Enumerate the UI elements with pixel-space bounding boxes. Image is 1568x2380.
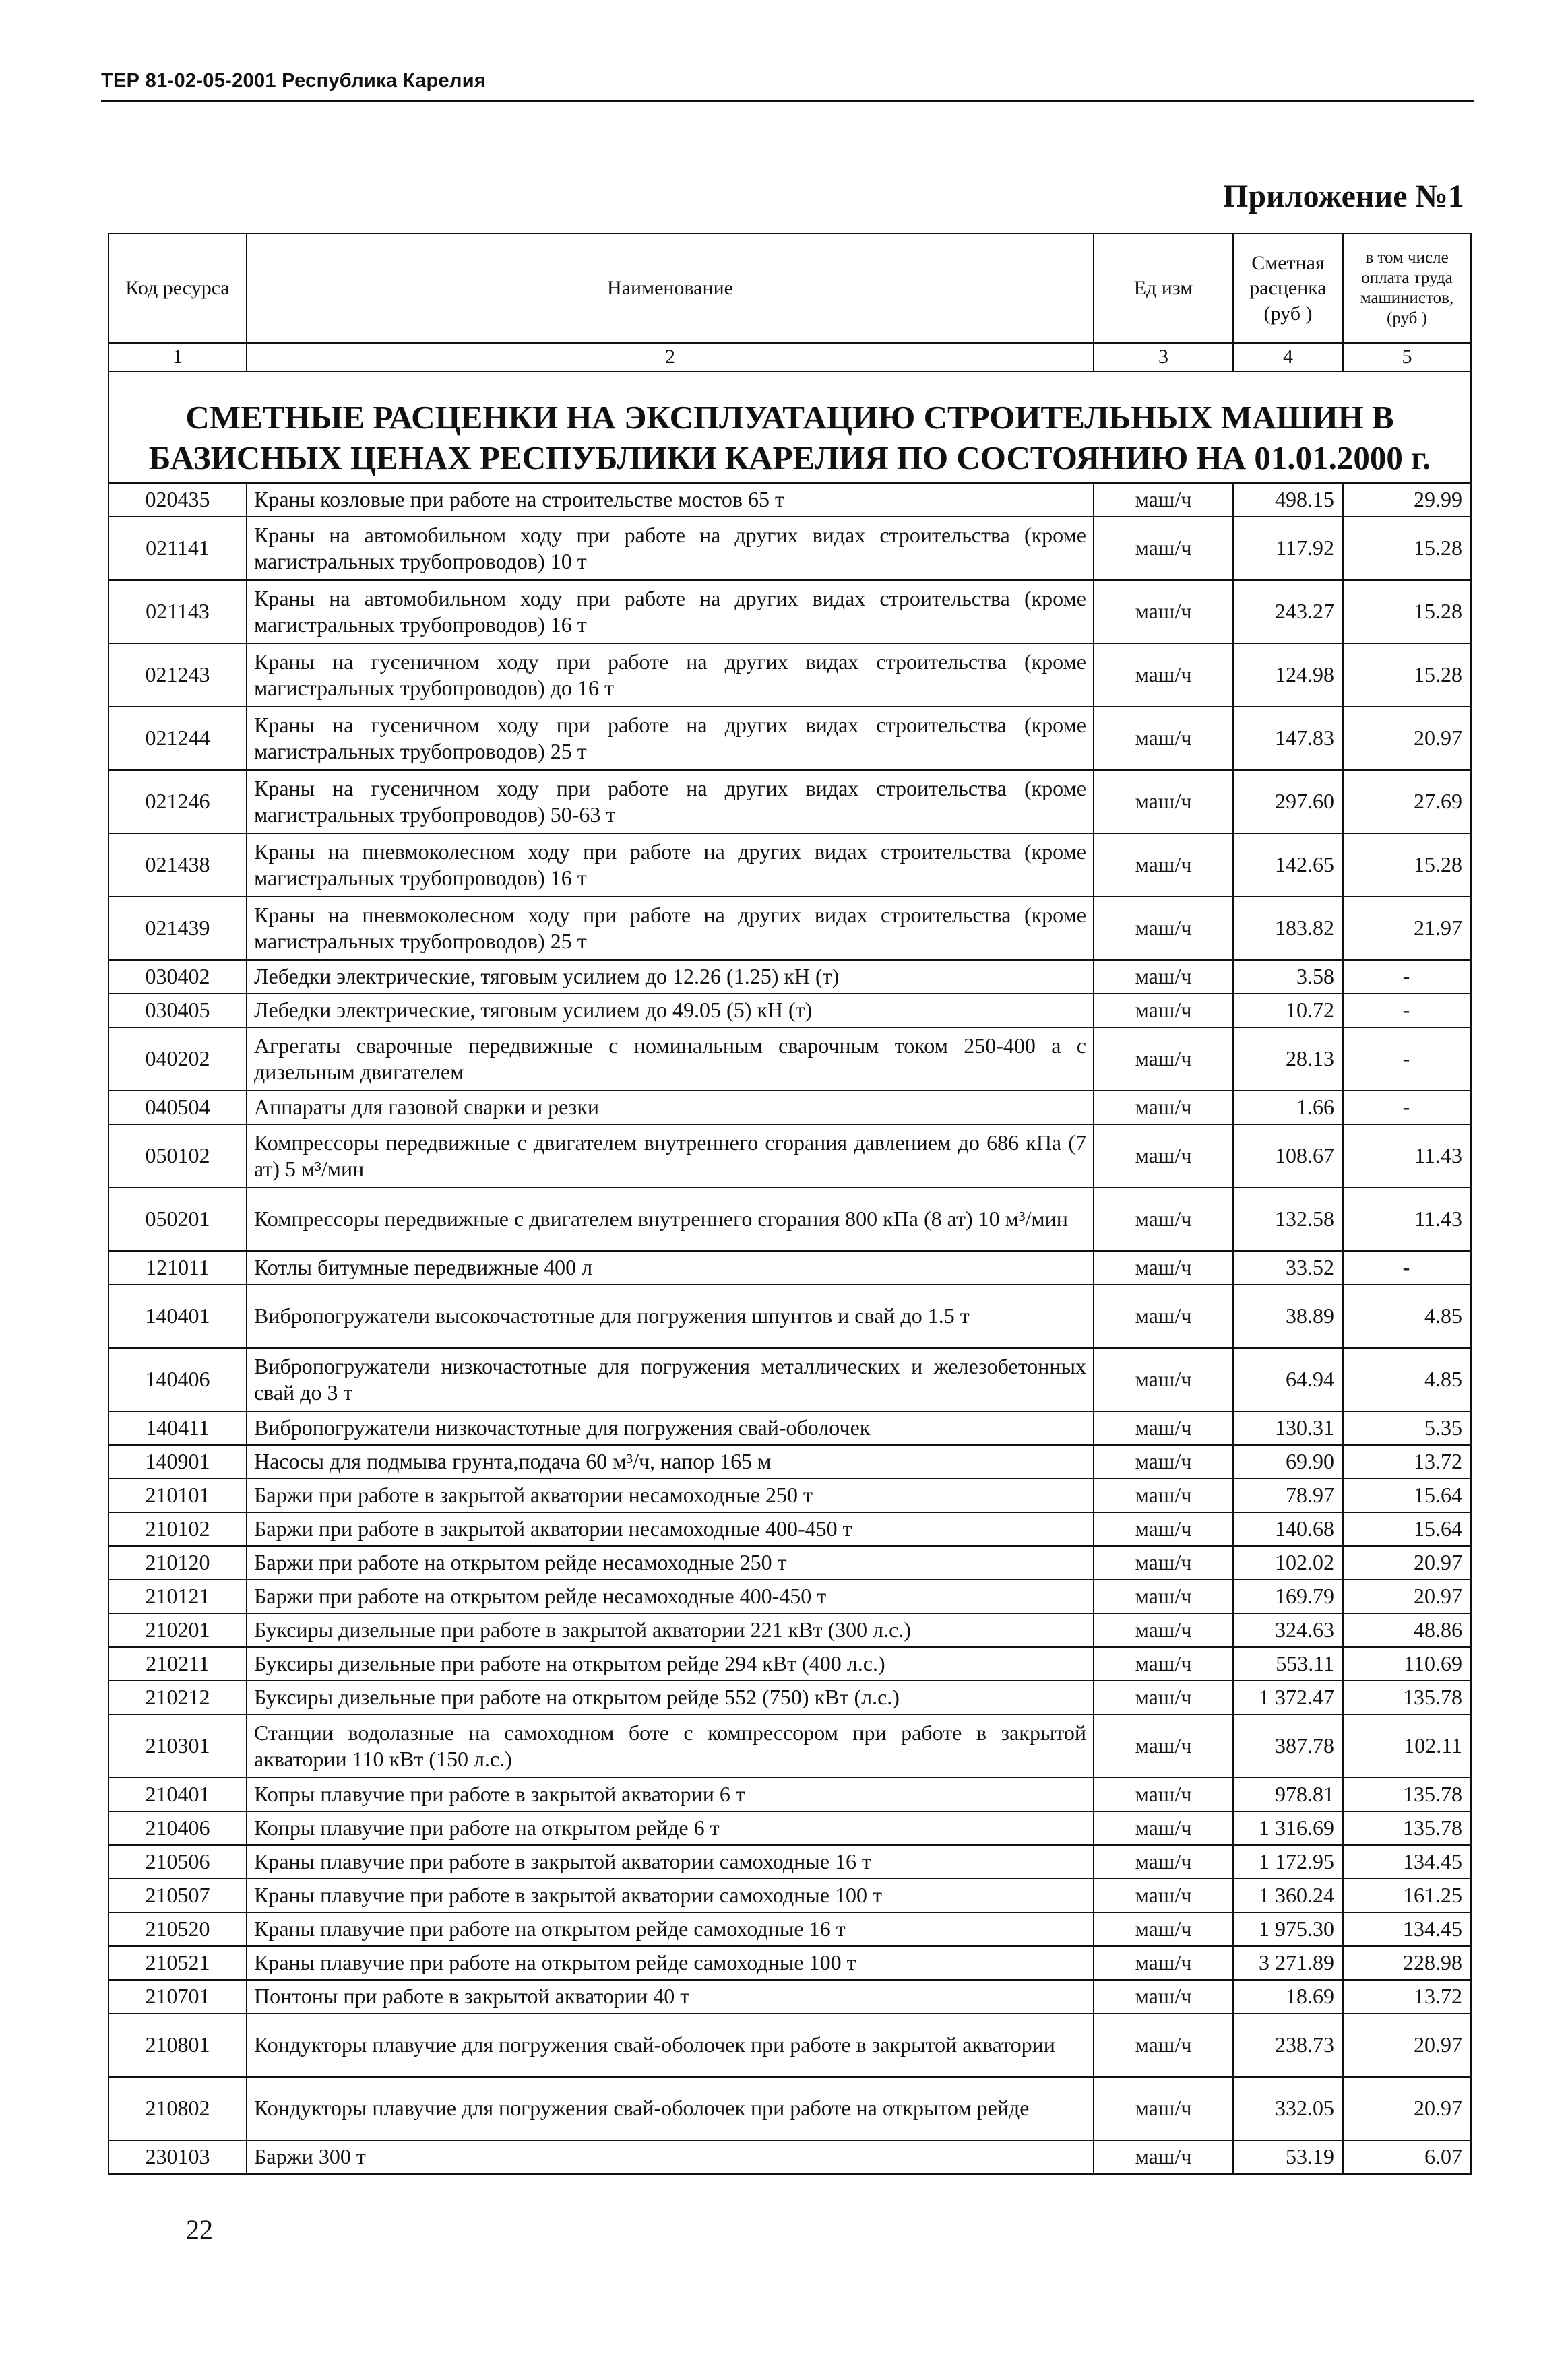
- table-row: [108, 1647, 1471, 1681]
- estimated-rate: 1 360.24: [1233, 1879, 1343, 1912]
- table-row: [108, 2077, 1471, 2140]
- col-header-price: Сметная расценка (руб ): [1233, 234, 1343, 343]
- operator-labor-cost: 21.97: [1343, 897, 1471, 960]
- table-row: [108, 1188, 1471, 1251]
- unit-of-measure: маш/ч: [1094, 2140, 1233, 2174]
- estimated-rate: 10.72: [1233, 994, 1343, 1027]
- table-row: [108, 1580, 1471, 1613]
- table-row: [108, 1778, 1471, 1811]
- operator-labor-cost: 20.97: [1343, 2077, 1471, 2140]
- estimated-rate: 297.60: [1233, 770, 1343, 833]
- resource-code: 210301: [108, 1714, 247, 1778]
- resource-code: 210507: [108, 1879, 247, 1912]
- resource-code: 210520: [108, 1912, 247, 1946]
- operator-labor-cost: 15.28: [1343, 833, 1471, 897]
- col-header-name: Наименование: [247, 234, 1094, 343]
- resource-name: Кондукторы плавучие для погружения свай-оболочек при работе в закрытой акватории: [247, 2014, 1094, 2077]
- resource-name: Краны на автомобильном ходу при работе на других видах строительства (кроме магистральных трубопроводов) 10 т: [247, 517, 1094, 580]
- resource-code: 210406: [108, 1811, 247, 1845]
- resource-name: Буксиры дизельные при работе в закрытой акватории 221 кВт (300 л.с.): [247, 1613, 1094, 1647]
- operator-labor-cost: 15.28: [1343, 643, 1471, 707]
- operator-labor-cost: 15.64: [1343, 1479, 1471, 1512]
- operator-labor-cost: -: [1343, 1091, 1471, 1124]
- estimated-rate: 33.52: [1233, 1251, 1343, 1285]
- table-row: [108, 1251, 1471, 1285]
- estimated-rate: 1 316.69: [1233, 1811, 1343, 1845]
- table-row: [108, 580, 1471, 643]
- resource-name: Вибропогружатели высокочастотные для погружения шпунтов и свай до 1.5 т: [247, 1285, 1094, 1348]
- estimated-rate: 64.94: [1233, 1348, 1343, 1411]
- unit-of-measure: маш/ч: [1094, 1546, 1233, 1580]
- resource-name: Буксиры дизельные при работе на открытом рейде 552 (750) кВт (л.с.): [247, 1681, 1094, 1714]
- resource-name: Краны на гусеничном ходу при работе на других видах строительства (кроме магистральных трубопроводов) до 16 т: [247, 643, 1094, 707]
- resource-name: Краны плавучие при работе в закрытой акватории самоходные 16 т: [247, 1845, 1094, 1879]
- resource-name: Насосы для подмыва грунта,подача 60 м³/ч, напор 165 м: [247, 1445, 1094, 1479]
- unit-of-measure: маш/ч: [1094, 1348, 1233, 1411]
- col-number-5: 5: [1343, 343, 1471, 371]
- operator-labor-cost: 228.98: [1343, 1946, 1471, 1980]
- resource-code: 210802: [108, 2077, 247, 2140]
- estimated-rate: 147.83: [1233, 707, 1343, 770]
- resource-code: 040202: [108, 1027, 247, 1091]
- unit-of-measure: маш/ч: [1094, 770, 1233, 833]
- resource-name: Лебедки электрические, тяговым усилием до 12.26 (1.25) кН (т): [247, 960, 1094, 994]
- unit-of-measure: маш/ч: [1094, 483, 1233, 517]
- operator-labor-cost: -: [1343, 1251, 1471, 1285]
- resource-code: 021141: [108, 517, 247, 580]
- unit-of-measure: маш/ч: [1094, 994, 1233, 1027]
- unit-of-measure: маш/ч: [1094, 1714, 1233, 1778]
- table-row: [108, 2140, 1471, 2174]
- resource-code: 020435: [108, 483, 247, 517]
- resource-name: Копры плавучие при работе в закрытой акватории 6 т: [247, 1778, 1094, 1811]
- table-row: [108, 1714, 1471, 1778]
- estimated-rate: 1.66: [1233, 1091, 1343, 1124]
- unit-of-measure: маш/ч: [1094, 1613, 1233, 1647]
- resource-code: 210211: [108, 1647, 247, 1681]
- operator-labor-cost: 6.07: [1343, 2140, 1471, 2174]
- appendix-label: Приложение №1: [1223, 179, 1464, 214]
- operator-labor-cost: 135.78: [1343, 1811, 1471, 1845]
- resource-name: Краны на автомобильном ходу при работе на других видах строительства (кроме магистральных трубопроводов) 16 т: [247, 580, 1094, 643]
- operator-labor-cost: 110.69: [1343, 1647, 1471, 1681]
- table-row: [108, 1946, 1471, 1980]
- resource-code: 210102: [108, 1512, 247, 1546]
- operator-labor-cost: -: [1343, 994, 1471, 1027]
- estimated-rate: 38.89: [1233, 1285, 1343, 1348]
- unit-of-measure: маш/ч: [1094, 1124, 1233, 1188]
- resource-code: 040504: [108, 1091, 247, 1124]
- operator-labor-cost: 15.28: [1343, 580, 1471, 643]
- resource-name: Краны плавучие при работе в закрытой акватории самоходные 100 т: [247, 1879, 1094, 1912]
- estimated-rate: 140.68: [1233, 1512, 1343, 1546]
- estimated-rate: 117.92: [1233, 517, 1343, 580]
- resource-name: Котлы битумные передвижные 400 л: [247, 1251, 1094, 1285]
- estimated-rate: 387.78: [1233, 1714, 1343, 1778]
- estimated-rate: 108.67: [1233, 1124, 1343, 1188]
- operator-labor-cost: 20.97: [1343, 1580, 1471, 1613]
- table-row: [108, 483, 1471, 517]
- table-row: [108, 1546, 1471, 1580]
- resource-name: Компрессоры передвижные с двигателем внутреннего сгорания 800 кПа (8 ат) 10 м³/мин: [247, 1188, 1094, 1251]
- resource-name: Компрессоры передвижные с двигателем внутреннего сгорания давлением до 686 кПа (7 ат) 5 м³/мин: [247, 1124, 1094, 1188]
- resource-code: 021244: [108, 707, 247, 770]
- unit-of-measure: маш/ч: [1094, 1980, 1233, 2014]
- table-row: [108, 1479, 1471, 1512]
- unit-of-measure: маш/ч: [1094, 1580, 1233, 1613]
- unit-of-measure: маш/ч: [1094, 1879, 1233, 1912]
- unit-of-measure: маш/ч: [1094, 2077, 1233, 2140]
- resource-name: Краны плавучие при работе на открытом рейде самоходные 16 т: [247, 1912, 1094, 1946]
- resource-code: 021439: [108, 897, 247, 960]
- operator-labor-cost: 102.11: [1343, 1714, 1471, 1778]
- estimated-rate: 553.11: [1233, 1647, 1343, 1681]
- operator-labor-cost: 134.45: [1343, 1845, 1471, 1879]
- resource-name: Аппараты для газовой сварки и резки: [247, 1091, 1094, 1124]
- resource-name: Понтоны при работе в закрытой акватории 40 т: [247, 1980, 1094, 2014]
- resource-name: Краны на гусеничном ходу при работе на других видах строительства (кроме магистральных трубопроводов) 50-63 т: [247, 770, 1094, 833]
- operator-labor-cost: 135.78: [1343, 1681, 1471, 1714]
- resource-code: 140406: [108, 1348, 247, 1411]
- resource-code: 210101: [108, 1479, 247, 1512]
- col-number-1: 1: [108, 343, 247, 371]
- col-number-4: 4: [1233, 343, 1343, 371]
- table-row: [108, 643, 1471, 707]
- resource-name: Агрегаты сварочные передвижные с номинальным сварочным током 250-400 а с дизельным двигателем: [247, 1027, 1094, 1091]
- unit-of-measure: маш/ч: [1094, 707, 1233, 770]
- resource-code: 210506: [108, 1845, 247, 1879]
- estimated-rate: 498.15: [1233, 483, 1343, 517]
- estimated-rate: 1 372.47: [1233, 1681, 1343, 1714]
- resource-name: Станции водолазные на самоходном боте с компрессором при работе в закрытой акватории 110 кВт (150 л.с.): [247, 1714, 1094, 1778]
- unit-of-measure: маш/ч: [1094, 1811, 1233, 1845]
- unit-of-measure: маш/ч: [1094, 1912, 1233, 1946]
- table-row: [108, 2014, 1471, 2077]
- operator-labor-cost: 4.85: [1343, 1285, 1471, 1348]
- operator-labor-cost: 134.45: [1343, 1912, 1471, 1946]
- unit-of-measure: маш/ч: [1094, 1512, 1233, 1546]
- col-header-unit: Ед изм: [1094, 234, 1233, 343]
- resource-code: 210701: [108, 1980, 247, 2014]
- operator-labor-cost: 11.43: [1343, 1124, 1471, 1188]
- table-row: [108, 1879, 1471, 1912]
- resource-name: Краны на пневмоколесном ходу при работе на других видах строительства (кроме магистральных трубопроводов) 16 т: [247, 833, 1094, 897]
- unit-of-measure: маш/ч: [1094, 1027, 1233, 1091]
- resource-code: 050102: [108, 1124, 247, 1188]
- estimated-rate: 169.79: [1233, 1580, 1343, 1613]
- operator-labor-cost: -: [1343, 1027, 1471, 1091]
- resource-code: 021143: [108, 580, 247, 643]
- resource-code: 210121: [108, 1580, 247, 1613]
- resource-name: Вибропогружатели низкочастотные для погружения металлических и железобетонных свай до 3 т: [247, 1348, 1094, 1411]
- estimated-rate: 53.19: [1233, 2140, 1343, 2174]
- table-row: [108, 517, 1471, 580]
- table-row: [108, 1027, 1471, 1091]
- rates-table: [108, 233, 1472, 2175]
- estimated-rate: 238.73: [1233, 2014, 1343, 2077]
- unit-of-measure: маш/ч: [1094, 580, 1233, 643]
- unit-of-measure: маш/ч: [1094, 1411, 1233, 1445]
- operator-labor-cost: 48.86: [1343, 1613, 1471, 1647]
- col-header-labor: в том числе оплата труда машинистов, (руб ): [1343, 234, 1471, 343]
- resource-code: 210201: [108, 1613, 247, 1647]
- estimated-rate: 978.81: [1233, 1778, 1343, 1811]
- table-row: [108, 1845, 1471, 1879]
- unit-of-measure: маш/ч: [1094, 960, 1233, 994]
- unit-of-measure: маш/ч: [1094, 1647, 1233, 1681]
- table-row: [108, 1912, 1471, 1946]
- resource-name: Копры плавучие при работе на открытом рейде 6 т: [247, 1811, 1094, 1845]
- unit-of-measure: маш/ч: [1094, 1479, 1233, 1512]
- resource-name: Краны козловые при работе на строительстве мостов 65 т: [247, 483, 1094, 517]
- resource-code: 210801: [108, 2014, 247, 2077]
- resource-code: 050201: [108, 1188, 247, 1251]
- rates-table-container: [108, 233, 1470, 2175]
- resource-name: Буксиры дизельные при работе на открытом рейде 294 кВт (400 л.с.): [247, 1647, 1094, 1681]
- estimated-rate: 18.69: [1233, 1980, 1343, 2014]
- operator-labor-cost: 20.97: [1343, 707, 1471, 770]
- table-row: [108, 1811, 1471, 1845]
- resource-name: Краны на пневмоколесном ходу при работе на других видах строительства (кроме магистральных трубопроводов) 25 т: [247, 897, 1094, 960]
- unit-of-measure: маш/ч: [1094, 1251, 1233, 1285]
- resource-name: Лебедки электрические, тяговым усилием до 49.05 (5) кН (т): [247, 994, 1094, 1027]
- table-row: [108, 1445, 1471, 1479]
- resource-code: 021246: [108, 770, 247, 833]
- resource-code: 230103: [108, 2140, 247, 2174]
- table-row: [108, 770, 1471, 833]
- table-row: [108, 707, 1471, 770]
- estimated-rate: 243.27: [1233, 580, 1343, 643]
- resource-name: Баржи при работе в закрытой акватории несамоходные 250 т: [247, 1479, 1094, 1512]
- estimated-rate: 1 172.95: [1233, 1845, 1343, 1879]
- estimated-rate: 69.90: [1233, 1445, 1343, 1479]
- unit-of-measure: маш/ч: [1094, 517, 1233, 580]
- resource-code: 021438: [108, 833, 247, 897]
- table-row: [108, 1613, 1471, 1647]
- resource-code: 121011: [108, 1251, 247, 1285]
- unit-of-measure: маш/ч: [1094, 643, 1233, 707]
- operator-labor-cost: 20.97: [1343, 1546, 1471, 1580]
- operator-labor-cost: 4.85: [1343, 1348, 1471, 1411]
- estimated-rate: 3.58: [1233, 960, 1343, 994]
- estimated-rate: 332.05: [1233, 2077, 1343, 2140]
- estimated-rate: 324.63: [1233, 1613, 1343, 1647]
- unit-of-measure: маш/ч: [1094, 1845, 1233, 1879]
- resource-name: Баржи при работе на открытом рейде несамоходные 250 т: [247, 1546, 1094, 1580]
- operator-labor-cost: 27.69: [1343, 770, 1471, 833]
- page-number: 22: [186, 2214, 213, 2245]
- col-header-code: Код ресурса: [108, 234, 247, 343]
- unit-of-measure: маш/ч: [1094, 1091, 1233, 1124]
- resource-code: 210212: [108, 1681, 247, 1714]
- unit-of-measure: маш/ч: [1094, 2014, 1233, 2077]
- table-row: [108, 1980, 1471, 2014]
- estimated-rate: 183.82: [1233, 897, 1343, 960]
- unit-of-measure: маш/ч: [1094, 833, 1233, 897]
- resource-name: Вибропогружатели низкочастотные для погружения свай-оболочек: [247, 1411, 1094, 1445]
- operator-labor-cost: 161.25: [1343, 1879, 1471, 1912]
- resource-name: Краны на гусеничном ходу при работе на других видах строительства (кроме магистральных трубопроводов) 25 т: [247, 707, 1094, 770]
- resource-code: 210401: [108, 1778, 247, 1811]
- operator-labor-cost: 15.28: [1343, 517, 1471, 580]
- resource-name: Кондукторы плавучие для погружения свай-оболочек при работе на открытом рейде: [247, 2077, 1094, 2140]
- section-title: СМЕТНЫЕ РАСЦЕНКИ НА ЭКСПЛУАТАЦИЮ СТРОИТЕЛЬНЫХ МАШИН В БАЗИСНЫХ ЦЕНАХ РЕСПУБЛИКИ КАРЕЛИЯ ПО СОСТОЯНИЮ НА 01.01.2000 г.: [108, 371, 1471, 483]
- resource-code: 021243: [108, 643, 247, 707]
- col-number-2: 2: [247, 343, 1094, 371]
- operator-labor-cost: 15.64: [1343, 1512, 1471, 1546]
- estimated-rate: 78.97: [1233, 1479, 1343, 1512]
- table-body: [108, 483, 1471, 2174]
- unit-of-measure: маш/ч: [1094, 1445, 1233, 1479]
- table-row: [108, 897, 1471, 960]
- table-row: [108, 1681, 1471, 1714]
- resource-name: Краны плавучие при работе на открытом рейде самоходные 100 т: [247, 1946, 1094, 1980]
- operator-labor-cost: 13.72: [1343, 1980, 1471, 2014]
- unit-of-measure: маш/ч: [1094, 1285, 1233, 1348]
- header-rule: [101, 100, 1474, 102]
- resource-code: 210521: [108, 1946, 247, 1980]
- table-row: [108, 833, 1471, 897]
- unit-of-measure: маш/ч: [1094, 897, 1233, 960]
- resource-code: 140901: [108, 1445, 247, 1479]
- unit-of-measure: маш/ч: [1094, 1681, 1233, 1714]
- resource-code: 140401: [108, 1285, 247, 1348]
- table-row: [108, 1285, 1471, 1348]
- operator-labor-cost: 13.72: [1343, 1445, 1471, 1479]
- table-row: [108, 1348, 1471, 1411]
- table-header: [108, 234, 1471, 371]
- table-row: [108, 994, 1471, 1027]
- estimated-rate: 3 271.89: [1233, 1946, 1343, 1980]
- resource-code: 030405: [108, 994, 247, 1027]
- resource-name: Баржи при работе в закрытой акватории несамоходные 400-450 т: [247, 1512, 1094, 1546]
- table-row: [108, 1411, 1471, 1445]
- operator-labor-cost: 135.78: [1343, 1778, 1471, 1811]
- operator-labor-cost: 20.97: [1343, 2014, 1471, 2077]
- estimated-rate: 132.58: [1233, 1188, 1343, 1251]
- operator-labor-cost: -: [1343, 960, 1471, 994]
- operator-labor-cost: 11.43: [1343, 1188, 1471, 1251]
- resource-name: Баржи 300 т: [247, 2140, 1094, 2174]
- unit-of-measure: маш/ч: [1094, 1778, 1233, 1811]
- resource-code: 210120: [108, 1546, 247, 1580]
- estimated-rate: 28.13: [1233, 1027, 1343, 1091]
- table-row: [108, 1091, 1471, 1124]
- running-title: ТЕР 81-02-05-2001 Республика Карелия: [101, 70, 487, 92]
- unit-of-measure: маш/ч: [1094, 1946, 1233, 1980]
- estimated-rate: 124.98: [1233, 643, 1343, 707]
- table-row: [108, 1512, 1471, 1546]
- estimated-rate: 1 975.30: [1233, 1912, 1343, 1946]
- unit-of-measure: маш/ч: [1094, 1188, 1233, 1251]
- estimated-rate: 102.02: [1233, 1546, 1343, 1580]
- resource-code: 140411: [108, 1411, 247, 1445]
- table-row: [108, 1124, 1471, 1188]
- operator-labor-cost: 5.35: [1343, 1411, 1471, 1445]
- estimated-rate: 142.65: [1233, 833, 1343, 897]
- operator-labor-cost: 29.99: [1343, 483, 1471, 517]
- resource-name: Баржи при работе на открытом рейде несамоходные 400-450 т: [247, 1580, 1094, 1613]
- resource-code: 030402: [108, 960, 247, 994]
- estimated-rate: 130.31: [1233, 1411, 1343, 1445]
- table-row: [108, 960, 1471, 994]
- col-number-3: 3: [1094, 343, 1233, 371]
